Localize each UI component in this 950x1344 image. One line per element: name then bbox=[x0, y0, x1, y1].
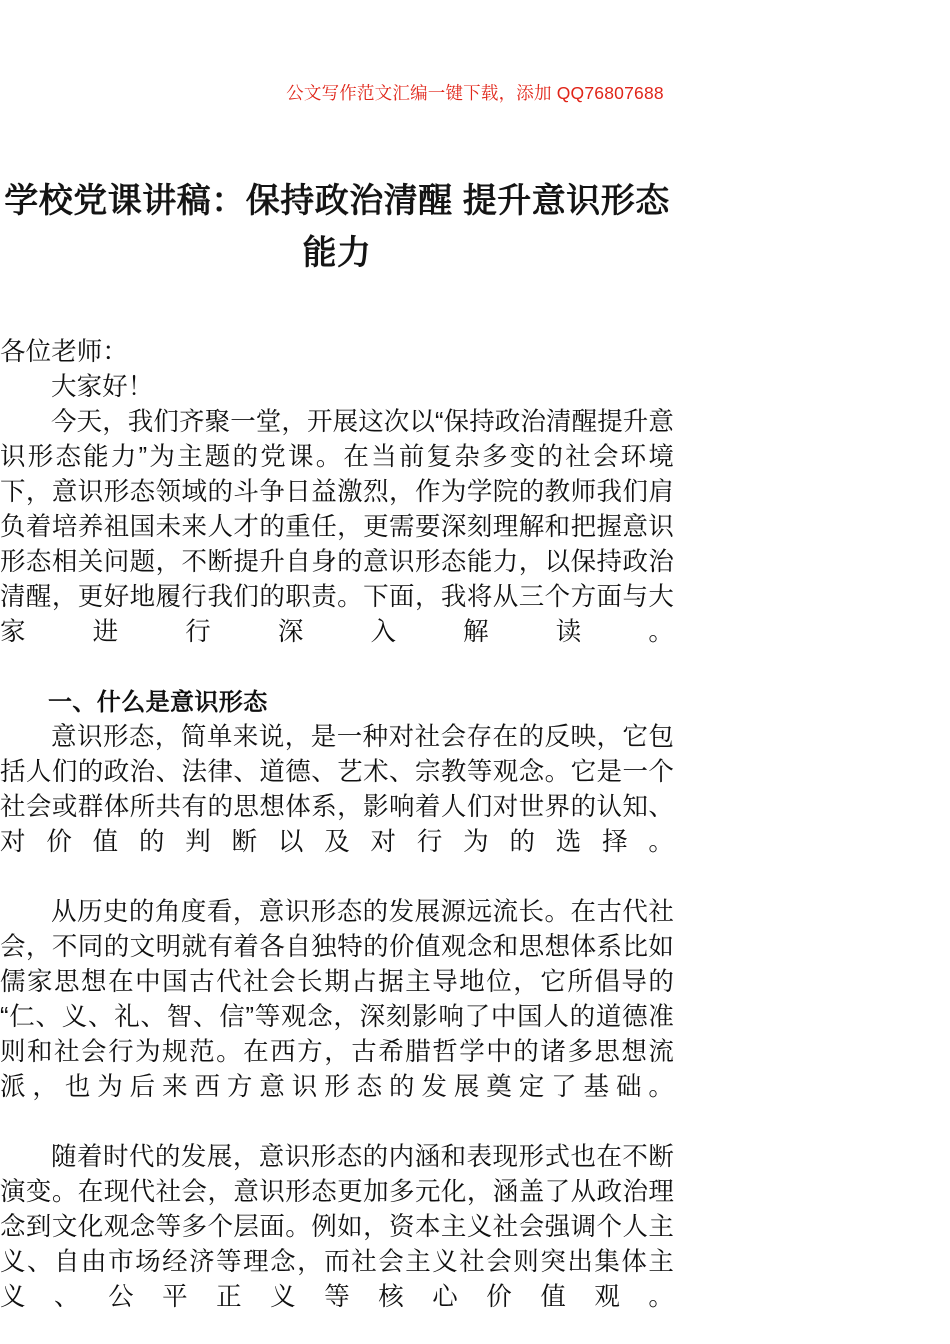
paragraph-section1-2: 从历史的角度看，意识形态的发展源远流长。在古代社会，不同的文明就有着各自独特的价值观念和思想体系比如儒家思想在中国古代社会长期占据主导地位，它所倡导的“仁、义、礼、智、信”等观念，深刻影响了中国人的道德准则和社会行为规范。在西方，古希腊哲学中的诸多思想流派，也为后来西方意识形态的发展奠定了基础。 bbox=[0, 898, 674, 1101]
paragraph-greeting: 大家好！ bbox=[51, 373, 154, 401]
paragraph-salutation: 各位老师： bbox=[0, 338, 129, 366]
paragraph-section1-3: 随着时代的发展，意识形态的内涵和表现形式也在不断演变。在现代社会，意识形态更加多元化，涵盖了从政治理念到文化观念等多个层面。例如，资本主义社会强调个人主义、自由市场经济等理念，而社会主义社会则突出集体主义、公平正义等核心价值观。 bbox=[0, 1143, 674, 1311]
paragraph-opening: 今天，我们齐聚一堂，开展这次以“保持政治清醒提升意识形态能力”为主题的党课。在当前复杂多变的社会环境下，意识形态领域的斗争日益激烈，作为学院的教师我们肩负着培养祖国未来人才的重任，更需要深刻理解和把握意识形态相关问题，不断提升自身的意识形态能力，以保持政治清醒，更好地履行我们的职责。下面，我将从三个方面与大家进行深入解读。 bbox=[0, 408, 674, 646]
document-body bbox=[0, 335, 674, 1344]
paragraph-section1-1: 意识形态，简单来说，是一种对社会存在的反映，它包括人们的政治、法律、道德、艺术、宗教等观念。它是一个社会或群体所共有的思想体系，影响着人们对世界的认知、对价值的判断以及对行为的选择。 bbox=[0, 723, 674, 856]
section-heading-1: 一、什么是意识形态 bbox=[48, 689, 268, 716]
promo-watermark-header: 公文写作范文汇编一键下载，添加 QQ76807688 bbox=[286, 83, 664, 103]
page-title: 学校党课讲稿：保持政治清醒 提升意识形态能力 bbox=[4, 182, 670, 272]
